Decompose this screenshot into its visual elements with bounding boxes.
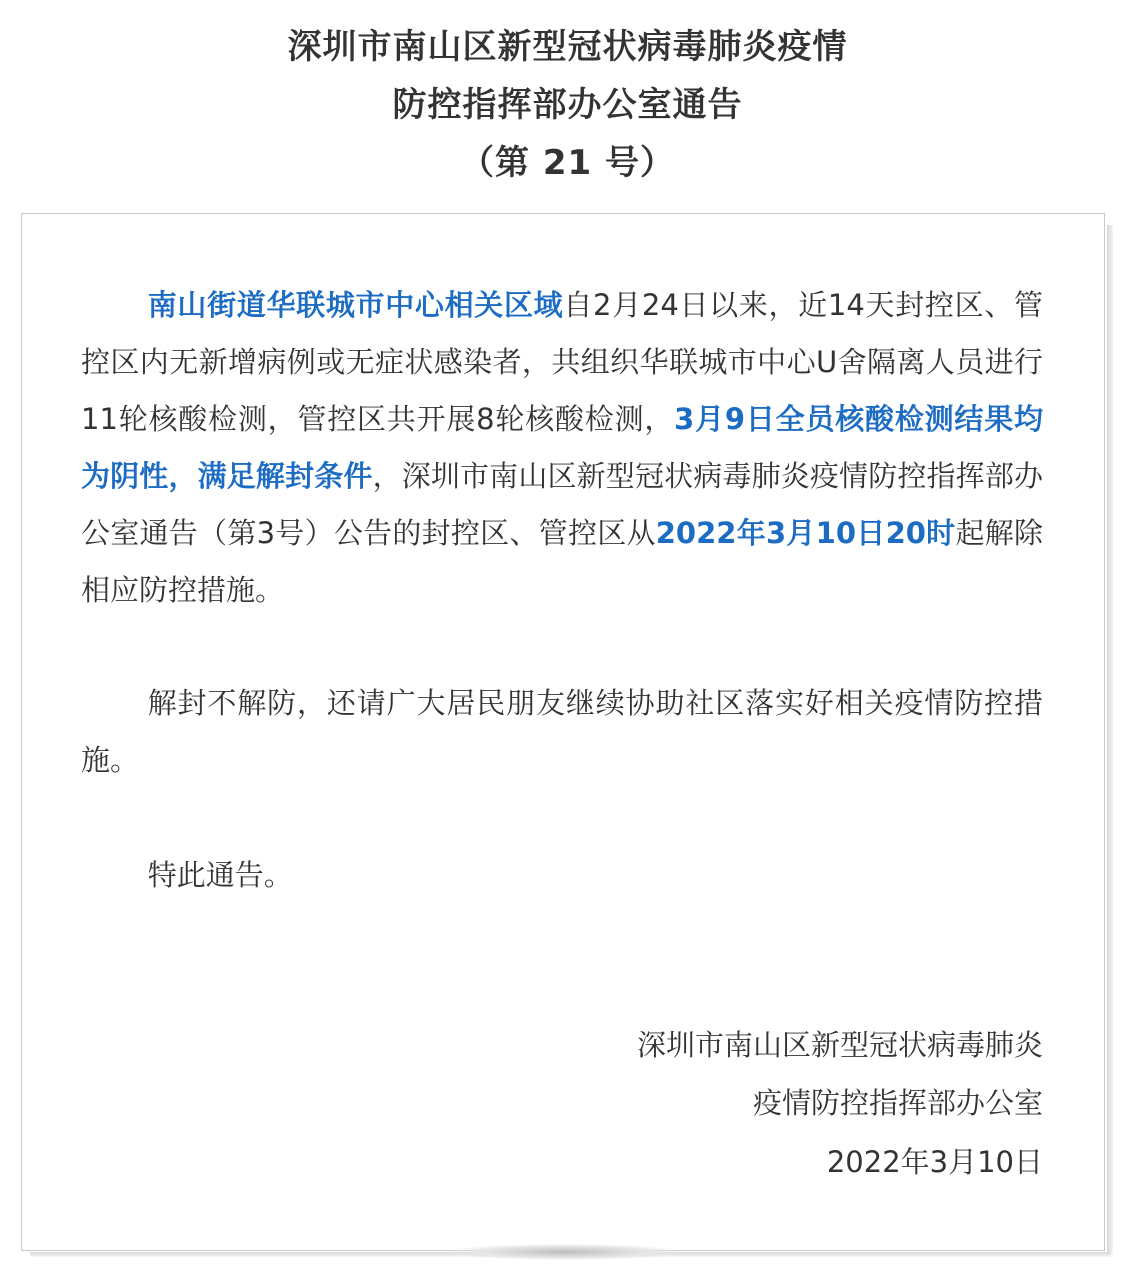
paragraph-1-text-b: ，深圳市南山区新型冠状病毒肺炎疫情防控指挥部办公室通告（第3号）公告的封控区、管控区从 <box>81 459 1043 550</box>
notice-paragraph-2: 解封不解防，还请广大居民朋友继续协助社区落实好相关疫情防控措施。 <box>81 686 1043 777</box>
signature-line-2: 疫情防控指挥部办公室 <box>752 1086 1043 1120</box>
notice-paragraph-1 <box>81 277 1043 619</box>
paragraph-1-text-c: 起解除相应防控措施。 <box>81 516 1043 607</box>
title-line-2: 防控指挥部办公室通告 <box>392 85 743 125</box>
paragraph-1-text-a: 自2月24日以来，近14天封控区、管控区内无新增病例或无症状感染者，共组织华联城市中心U舍隔离人员进行11轮核酸检测，管控区共开展8轮核酸检测， <box>81 288 1043 436</box>
title-number: （第 21 号） <box>460 143 675 183</box>
highlight-area: 南山街道华联城市中心相关区域 <box>147 288 564 322</box>
signature-date: 2022年3月10日 <box>826 1145 1043 1179</box>
highlight-lift-time: 2022年3月10日20时 <box>655 516 956 550</box>
card-shadow-right <box>1107 225 1113 1255</box>
notice-paragraph-3: 特此通告。 <box>147 858 293 892</box>
notice-title <box>0 18 1135 192</box>
bottom-blur <box>450 1244 680 1260</box>
title-line-1: 深圳市南山区新型冠状病毒肺炎疫情 <box>287 27 848 67</box>
signature-line-1: 深圳市南山区新型冠状病毒肺炎 <box>636 1028 1043 1062</box>
highlight-test-result: 3月9日全员核酸检测结果均为阴性，满足解封条件 <box>81 402 1043 493</box>
